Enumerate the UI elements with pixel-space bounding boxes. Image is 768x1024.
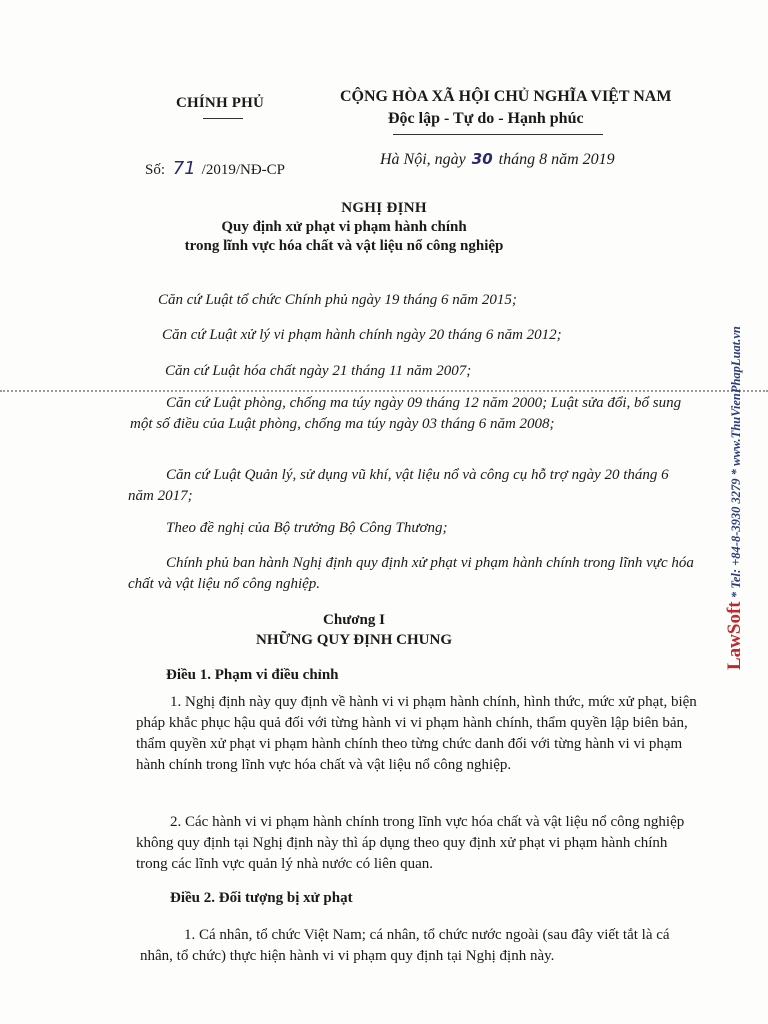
basis-1: Căn cứ Luật tổ chức Chính phủ ngày 19 tháng 6 năm 2015; [158,292,517,308]
watermark-brand-soft: Soft [724,601,745,635]
article-2-heading: Điều 2. Đối tượng bị xử phạt [170,890,353,906]
basis-2: Căn cứ Luật xử lý vi phạm hành chính ngày 20 tháng 6 năm 2012; [162,327,562,343]
number-handwritten: 71 [172,158,196,179]
article-1-clause-1: 1. Nghị định này quy định về hành vi vi phạm hành chính, hình thức, mức xử phạt, biện pháp khắc phục hậu quả đối với từng hành vi vi phạm hành chính, thẩm quyền lập biên bản, thẩm quyền xử phạt vi phạm hành chính theo từng chức danh đối với từng hành vi vi phạm hành chính trong lĩnh vực hóa chất và vật liệu nổ công nghiệp. [136,694,697,773]
agency-underline [203,118,243,119]
number-prefix: Số: [145,162,166,178]
enactment-clause: Chính phủ ban hành Nghị định quy định xử phạt vi phạm hành chính trong lĩnh vực hóa chất và vật liệu nổ công nghiệp. [128,555,694,592]
article-1-clause-2: 2. Các hành vi vi phạm hành chính trong lĩnh vực hóa chất và vật liệu nổ công nghiệp không quy định tại Nghị định này thì áp dụng theo quy định xử phạt vi phạm hành chính trong các lĩnh vực quản lý nhà nước có liên quan. [136,814,685,872]
date-suffix: tháng 8 năm 2019 [498,151,615,168]
title-line-2: trong lĩnh vực hóa chất và vật liệu nổ công nghiệp [184,238,504,254]
scan-artifact-line [0,390,768,392]
watermark [722,220,748,670]
basis-6: Theo đề nghị của Bộ trưởng Bộ Công Thương; [166,520,448,536]
date-day-handwritten: 30 [471,150,493,168]
document-type: NGHỊ ĐỊNH [341,200,427,216]
chapter-number: Chương I [323,612,385,628]
country-name: CỘNG HÒA XÃ HỘI CHỦ NGHĨA VIỆT NAM [340,88,672,105]
number-suffix: /2019/NĐ-CP [201,162,286,178]
watermark-brand [724,601,745,670]
chapter-name: NHỮNG QUY ĐỊNH CHUNG [256,632,452,648]
article-2-clause-1: 1. Cá nhân, tổ chức Việt Nam; cá nhân, tổ chức nước ngoài (sau đây viết tắt là cá nhân, tổ chức) thực hiện hành vi vi phạm quy định tại Nghị định này. [140,927,670,964]
document-number [145,158,285,179]
date-prefix: Hà Nội, ngày [380,151,466,168]
document-date [380,150,615,169]
motto-underline [393,134,603,135]
watermark-brand-law: Law [724,634,745,670]
agency-name: CHÍNH PHỦ [176,95,265,111]
basis-3: Căn cứ Luật hóa chất ngày 21 tháng 11 năm 2007; [165,363,472,379]
watermark-contact: Tel: +84-8-3930 3279 * www.ThuVienPhapLuat.vn [729,326,743,589]
title-line-1: Quy định xử phạt vi phạm hành chính [221,219,467,235]
basis-4: Căn cứ Luật phòng, chống ma túy ngày 09 tháng 12 năm 2000; Luật sửa đổi, bổ sung một số điều của Luật phòng, chống ma túy ngày 03 tháng 6 năm 2008; [130,395,682,432]
national-motto: Độc lập - Tự do - Hạnh phúc [388,110,584,127]
watermark-separator: * [729,591,743,599]
article-1-heading: Điều 1. Phạm vi điều chỉnh [166,667,339,683]
basis-5: Căn cứ Luật Quản lý, sử dụng vũ khí, vật liệu nổ và công cụ hỗ trợ ngày 20 tháng 6 năm 2017; [128,467,669,504]
